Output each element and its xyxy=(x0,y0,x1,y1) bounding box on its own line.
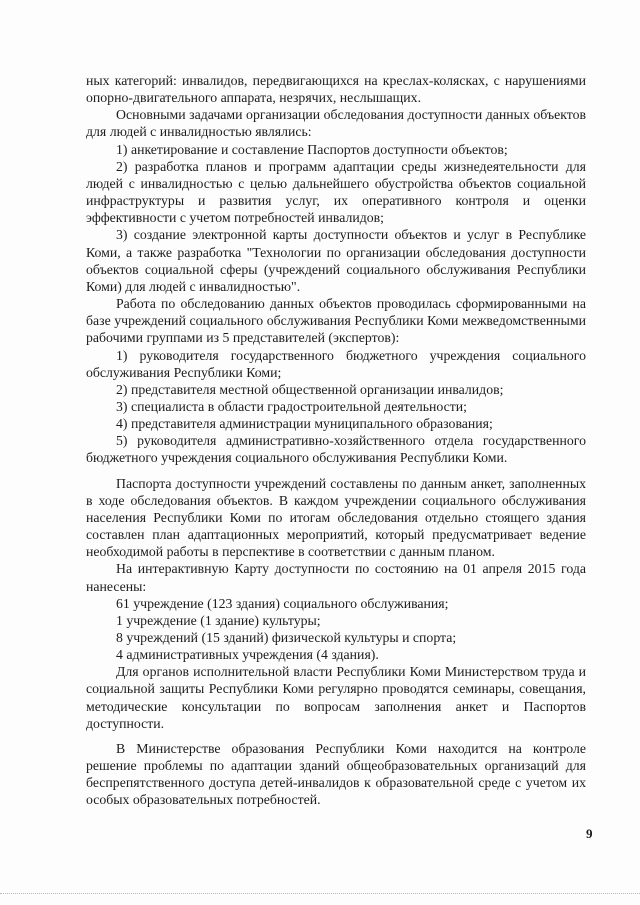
list-item: 1 учреждение (1 здание) культуры; xyxy=(116,612,321,628)
paragraph: Для органов исполнительной власти Республики Коми Министерством труда и социальной защиты Республики Коми регулярно проводятся семинары, совещания, методические консультации по вопросам заполнения анкет и Паспортов доступности. xyxy=(86,664,586,731)
scan-edge-divider xyxy=(0,893,640,895)
paragraph: В Министерстве образования Республики Коми находится на контроле решение проблемы по адаптации зданий общеобразовательных организаций для беспрепятственного доступа детей-инвалидов к образовательной среде с учетом их особых образовательных потребностей. xyxy=(86,740,586,808)
paragraph: Паспорта доступности учреждений составлены по данным анкет, заполненных в ходе обследования объектов. В каждом учреждении социального обслуживания населения Республики Коми по итогам обследования отдельно стоящего здания составлен план адаптационных мероприятий, который предусматривает ведение необходимой работы в перспективе в соответствии с данным планом. xyxy=(86,475,586,560)
list-item: 1) руководителя государственного бюджетного учреждения социального обслуживания Республики Коми; xyxy=(86,347,586,380)
paragraph: Основными задачами организации обследования доступности данных объектов для людей с инвалидностью являлись: xyxy=(86,107,586,140)
document-body xyxy=(86,72,586,809)
list-item: 8 учреждений (15 зданий) физической культуры и спорта; xyxy=(116,630,457,645)
paragraph: Работа по обследованию данных объектов проводилась сформированными на базе учреждений социального обслуживания Республики Коми межведомственными рабочими группами из 5 представителей (экспертов): xyxy=(86,296,586,346)
page-number: 9 xyxy=(586,826,593,841)
list-item: 61 учреждение (123 здания) социального обслуживания; xyxy=(116,595,449,611)
list-item: 3) создание электронной карты доступности объектов и услуг в Республике Коми, а также разработка "Технологии по организации обследования доступности объектов социальной сферы (учреждений социального обслуживания Республики Коми) для людей с инвалидностью". xyxy=(86,227,586,294)
paragraph: ных категорий: инвалидов, передвигающихся на креслах-колясках, с нарушениями опорно-двигательного аппарата, незрячих, неслышащих. xyxy=(86,73,586,106)
list-item: 2) разработка планов и программ адаптации среды жизнедеятельности для людей с инвалидностью с целью дальнейшего обустройства объектов социальной инфраструктуры и развития услуг, их оперативного контроля и оценки эффективности с учетом потребностей инвалидов; xyxy=(86,158,586,226)
paragraph: На интерактивную Карту доступности по состоянию на 01 апреля 2015 года нанесены: xyxy=(86,561,586,594)
list-item: 4 административных учреждения (4 здания). xyxy=(116,647,379,663)
list-item: 4) представителя администрации муниципального образования; xyxy=(116,416,493,432)
list-item: 1) анкетирование и составление Паспортов доступности объектов; xyxy=(116,141,508,157)
list-item: 2) представителя местной общественной организации инвалидов; xyxy=(116,381,504,397)
list-item: 5) руководителя административно-хозяйственного отдела государственного бюджетного учреждения социального обслуживания Республики Коми. xyxy=(86,433,586,466)
list-item: 3) специалиста в области градостроительной деятельности; xyxy=(116,398,467,414)
